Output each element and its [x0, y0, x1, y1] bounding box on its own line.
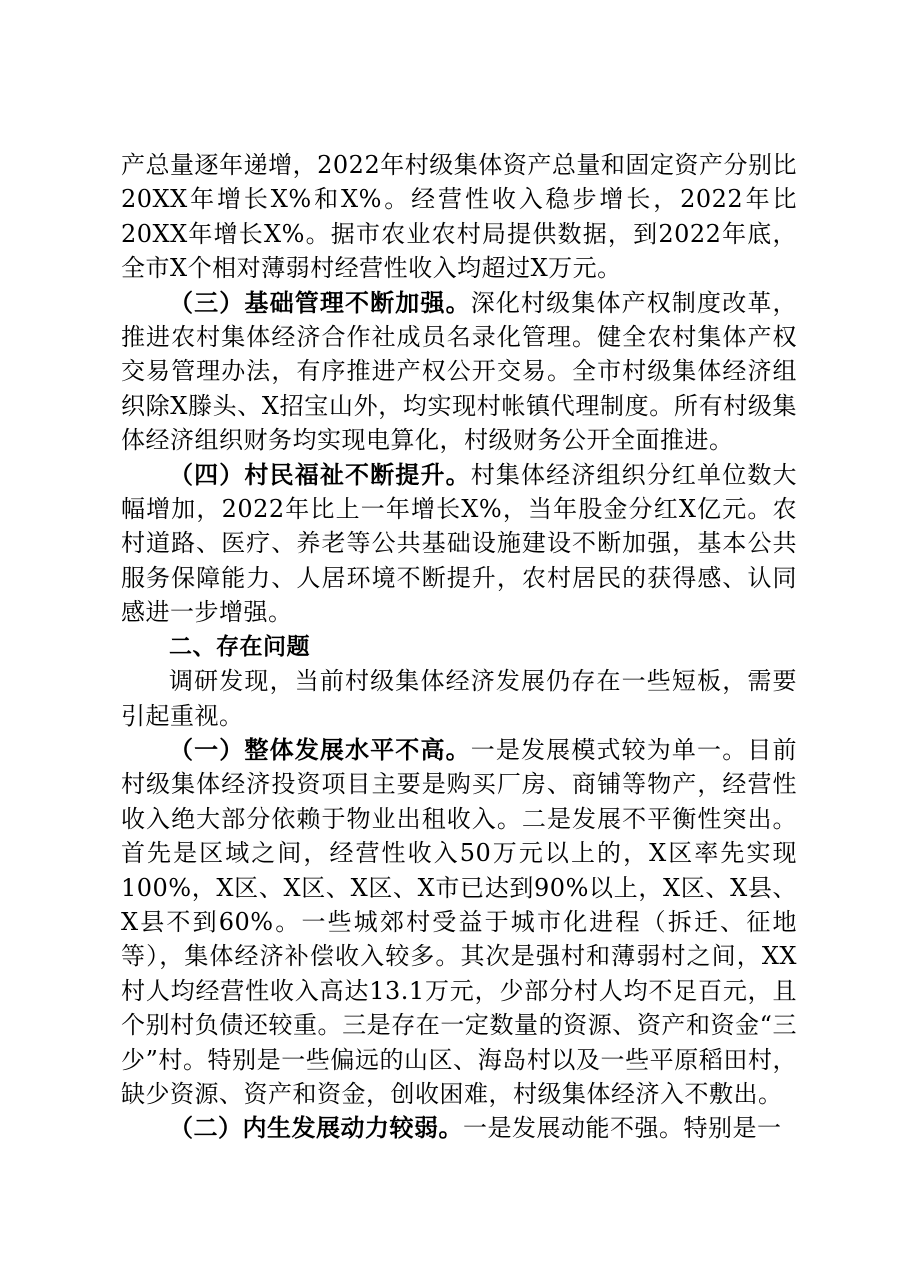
paragraph-lead: （二）内生发展动力较弱。: [169, 1113, 463, 1143]
paragraph-villager-welfare: [121, 458, 797, 630]
paragraph-survey-findings: [121, 664, 797, 733]
paragraph-lead: （三）基础管理不断加强。: [169, 287, 471, 317]
paragraph-internal-drive: [121, 1111, 797, 1145]
paragraph-basic-management: [121, 286, 797, 458]
paragraph-text: 一是发展动能不强。特别是一: [463, 1114, 782, 1143]
paragraph-text: 产总量逐年递增，2022年村级集体资产总量和固定资产分别比20XX年增长X%和X%。经营性收入稳步增长，2022年比20XX年增长X%。据市农业农村局提供数据，到2022年底，全市X个相对薄弱村经营性收入均超过X万元。: [121, 151, 797, 283]
document-body: [121, 148, 797, 1146]
paragraph-lead: （四）村民福祉不断提升。: [169, 459, 471, 489]
paragraph-text: 一是发展模式较为单一。目前村级集体经济投资项目主要是购买厂房、商铺等物产，经营性收入绝大部分依赖于物业出租收入。二是发展不平衡性突出。首先是区域之间，经营性收入50万元以上的，X区率先实现100%，X区、X区、X区、X市已达到90%以上，X区、X县、X县不到60%。一些城郊村受益于城市化进程（拆迁、征地等），集体经济补偿收入较多。其次是强村和薄弱村之间，XX村人均经营性收入高达13.1万元，少部分村人均不足百元，且个别村负债还较重。三是存在一定数量的资源、资产和资金“三少”村。特别是一些偏远的山区、海岛村以及一些平原稻田村，缺少资源、资产和资金，创收困难，村级集体经济入不敷出。: [121, 735, 797, 1108]
section-heading: 二、存在问题: [169, 633, 310, 660]
paragraph-asset-growth: [121, 148, 797, 286]
paragraph-development-level: [121, 733, 797, 1111]
paragraph-text: 深化村级集体产权制度改革，推进农村集体经济合作社成员名录化管理。健全农村集体产权交易管理办法，有序推进产权公开交易。全市村级集体经济组织除X滕头、X招宝山外，均实现村帐镇代理制度。所有村级集体经济组织财务均实现电算化，村级财务公开全面推进。: [121, 288, 797, 455]
paragraph-lead: （一）整体发展水平不高。: [169, 734, 471, 764]
paragraph-text: 调研发现，当前村级集体经济发展仍存在一些短板，需要引起重视。: [121, 667, 797, 730]
paragraph-text: 村集体经济组织分红单位数大幅增加，2022年比上一年增长X%，当年股金分红X亿元。农村道路、医疗、养老等公共基础设施建设不断加强，基本公共服务保障能力、人居环境不断提升，农村居民的获得感、认同感进一步增强。: [121, 460, 797, 627]
